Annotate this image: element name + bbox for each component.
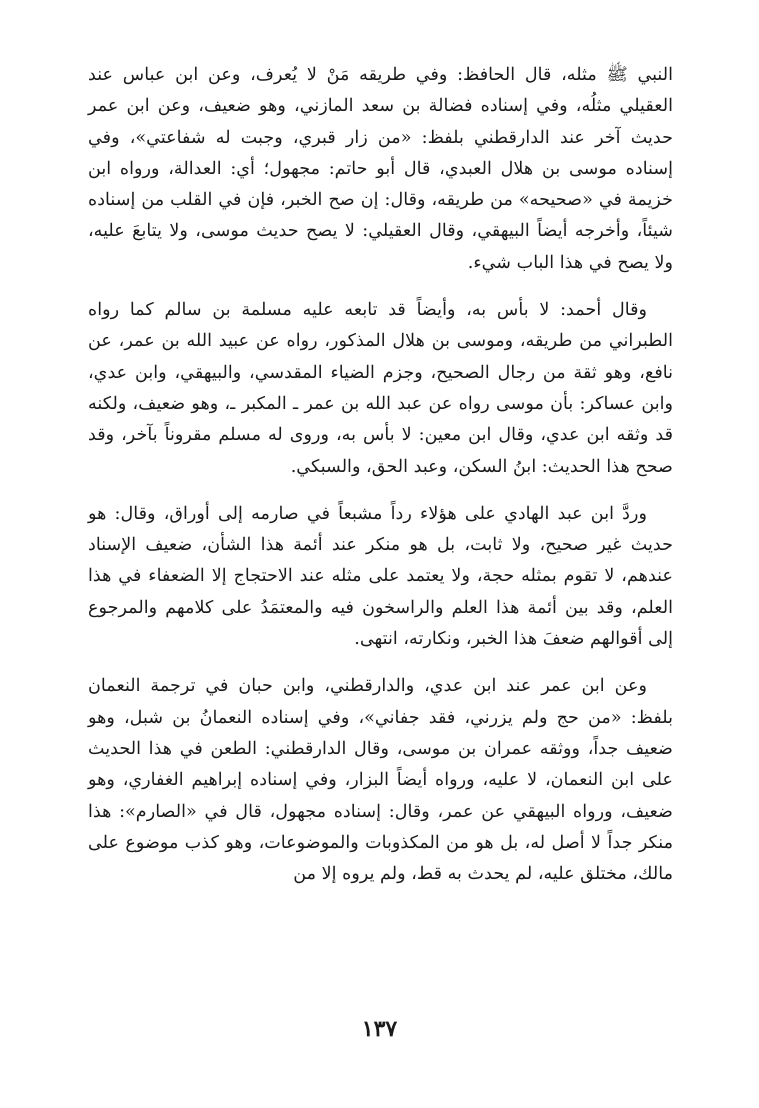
paragraph-4: وعن ابن عمر عند ابن عدي، والدارقطني، وابن حبان في ترجمة النعمان بلفظ: «من حج ولم يزرني، فقد جفاني»، وفي إسناده النعمانُ بن شبل، وهو ضعيف جداً، ووثقه عمران بن موسى، وقال الدارقطني: الطعن في هذا الحديث على ابن النعمان، لا عليه، ورواه أيضاً البزار، وفي إسناده إبراهيم الغفاري، وهو ضعيف، ورواه البيهقي عن عمر، وقال: إسناده مجهول، قال في «الصارم»: هذا منكر جداً لا أصل له، بل هو من المكذوبات والموضوعات، وهو كذب موضوع على مالك، مختلق عليه، لم يحدث به قط، ولم يروه إلا من <box>88 676 673 885</box>
paragraph-3: وردَّ ابن عبد الهادي على هؤلاء رداً مشبعاً في صارمه إلى أوراق، وقال: هو حديث غير صحيح، ولا ثابت، بل هو منكر عند أئمة هذا الشأن، ضعيف الإسناد عندهم، لا تقوم بمثله حجة، ولا يعتمد على مثله عند الاحتجاج إلا الضعفاء في هذا العلم، وقد بين أئمة هذا العلم والراسخون فيه والمعتمَدُ على كلامهم والمرجوع إلى أقوالهم ضعفَ هذا الخبر، ونكارته، انتهى. <box>88 503 673 650</box>
paragraph-1: النبي ﷺ مثله، قال الحافظ: وفي طريقه مَنْ لا يُعرف، وعن ابن عباس عند العقيلي مثلُه، وفي إسناده فضالة بن سعد المازني، وهو ضعيف، وعن ابن عمر حديث آخر عند الدارقطني بلفظ: «من زار قبري، وجبت له شفاعتي»، وفي إسناده موسى بن هلال العبدي، قال أبو حاتم: مجهول؛ أي: العدالة، ورواه ابن خزيمة في «صحيحه» من طريقه، وقال: إن صح الخبر، فإن في القلب من إسناده شيئاً، وأخرجه أيضاً البيهقي، وقال العقيلي: لا يصح حديث موسى، ولا يتابعَ عليه، ولا يصح في هذا الباب شيء. <box>88 65 673 273</box>
paragraph-2: وقال أحمد: لا بأس به، وأيضاً قد تابعه عليه مسلمة بن سالم كما رواه الطبراني من طريقه، وموسى بن هلال المذكور، رواه عن عبيد الله بن عمر، عن نافع، وهو ثقة من رجال الصحيح، وجزم الضياء المقدسي، والبيهقي، وابن عدي، وابن عساكر: بأن موسى رواه عن عبد الله بن عمر ـ المكبر ـ، وهو ضعيف، ولكنه قد وثقه ابن عدي، وقال ابن معين: لا بأس به، وروى له مسلم مقروناً بآخر، وقد صحح هذا الحديث: ابنُ السكن، وعبد الحق، والسبكي. <box>88 300 673 477</box>
page-body <box>88 60 673 890</box>
page-number: ١٣٧ <box>361 1016 398 1042</box>
